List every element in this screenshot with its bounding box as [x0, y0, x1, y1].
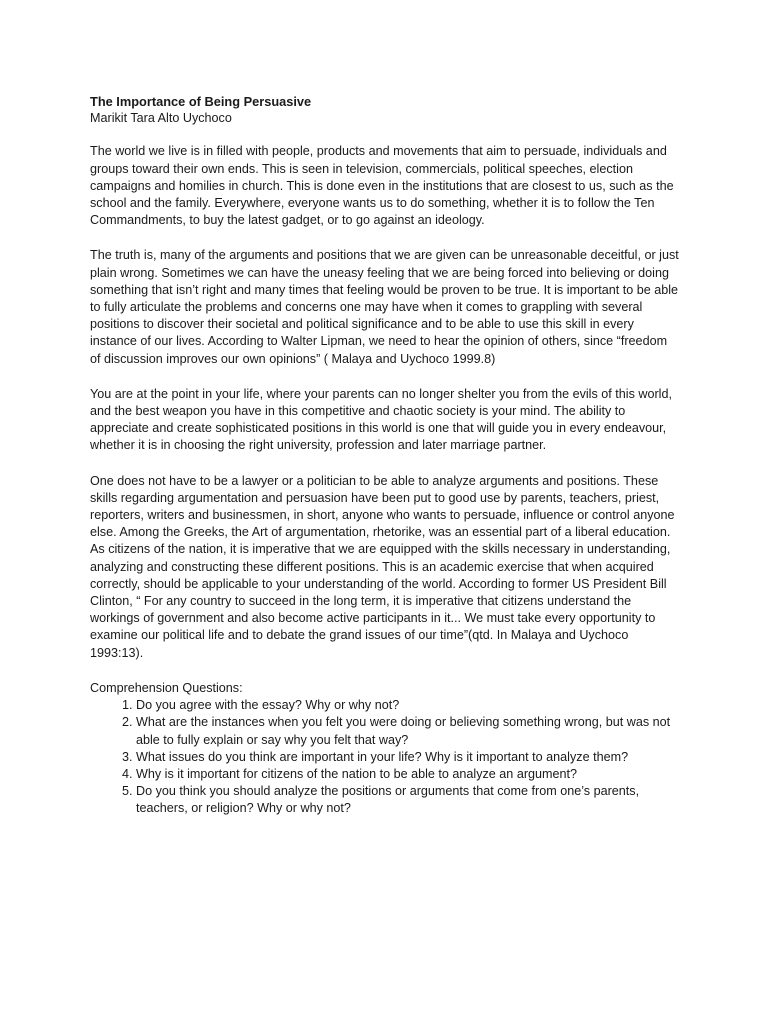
document-title: The Importance of Being Persuasive	[90, 94, 312, 109]
question-item: 2. What are the instances when you felt you were doing or believing something wrong, but was not able to fully explain or say why you felt that way?	[136, 714, 680, 748]
paragraph-1: The world we live is in filled with people, products and movements that aim to persuade, individuals and groups toward their own ends. This is seen in television, commercials, political speeches, election campaigns and homilies in church. This is done even in the institutions that are closest to us, such as the school and the family. Everywhere, everyone wants us to do something, whether it is to follow the Ten Commandments, to buy the latest gadget, or to go against an ideology.	[90, 144, 674, 228]
paragraph-5: As citizens of the nation, it is imperative that we are equipped with the skills necessary in understanding, analyzing and constructing these different positions. This is an academic exercise that when acquired correctly, should be applicable to your understanding of the world. According to former US President Bill Clinton, “ For any country to succeed in the long term, it is imperative that citizens understand the workings of government and also become active participants in it... We must take every opportunity to examine our political life and to debate the grand issues of our time”(qtd. In Malaya and Uychoco 1993:13).	[90, 542, 671, 660]
paragraph-4: One does not have to be a lawyer or a politician to be able to analyze arguments and positions. These skills regarding argumentation and persuasion have been put to good use by parents, teachers, priest, reporters, writers and businessmen, in short, anyone who wants to persuade, influence or control anyone else. Among the Greeks, the Art of argumentation, rhetorike, was an essential part of a liberal education.	[90, 473, 675, 540]
question-item: 1. Do you agree with the essay? Why or why not?	[136, 697, 680, 714]
questions-list	[90, 697, 680, 817]
document-author: Marikit Tara Alto Uychoco	[90, 111, 232, 126]
document-page	[90, 93, 680, 818]
paragraph-2: The truth is, many of the arguments and positions that we are given can be unreasonable deceitful, or just plain wrong. Sometimes we can have the uneasy feeling that we are being forced into believing or doing something that isn’t right and many times that feeling would be proven to be true. It is important to be able to fully articulate the problems and concerns one may have when it comes to grappling with several positions to discover their societal and political significance and to be able to use this skill in every instance of our lives. According to Walter Lipman, we need to hear the opinion of others, since “freedom of discussion improves our own opinions” ( Malaya and Uychoco 1999.8)	[90, 248, 679, 366]
paragraph-3: You are at the point in your life, where your parents can no longer shelter you from the evils of this world, and the best weapon you have in this competitive and chaotic society is your mind. The ability to appreciate and create sophisticated positions in this world is one that will guide you in every endeavour, whether it is in choosing the right university, profession and later marriage partner.	[90, 386, 672, 453]
question-item: 5. Do you think you should analyze the positions or arguments that come from one’s parents, teachers, or religion? Why or why not?	[136, 783, 680, 817]
question-item: 3. What issues do you think are important in your life? Why is it important to analyze them?	[136, 749, 680, 766]
questions-heading: Comprehension Questions:	[90, 680, 243, 695]
question-item: 4. Why is it important for citizens of the nation to be able to analyze an argument?	[136, 766, 680, 783]
